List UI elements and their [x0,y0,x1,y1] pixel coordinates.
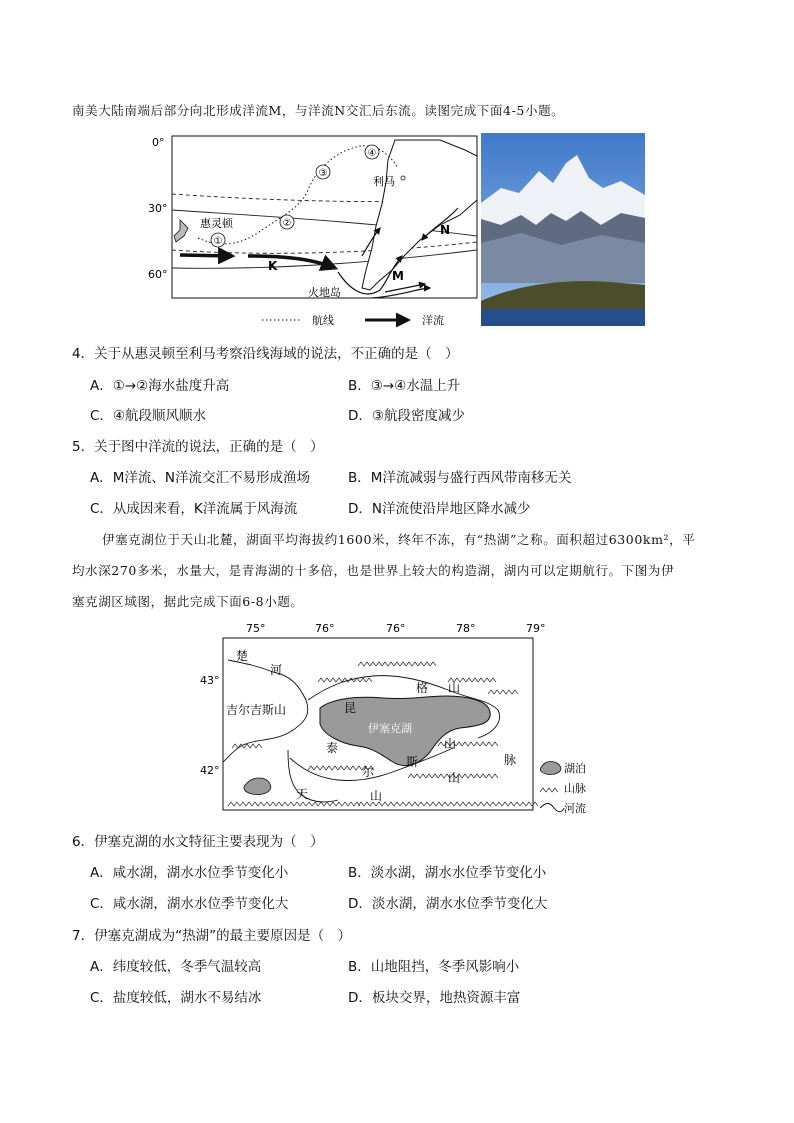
label-lima: 利马 [373,175,395,188]
legend-current-label: 洋流 [422,314,444,327]
ocean-current-map [140,130,485,330]
label-tai: 泰 [326,741,339,755]
lon-label-2: 76° [315,622,335,635]
label-tian: 天 [296,787,309,801]
legend-river-label: 河流 [564,802,586,814]
q6-option-a[interactable]: A．咸水湖，湖水水位季节变化小 [90,865,289,881]
label-chu: 楚 [236,649,249,663]
q7-option-a[interactable]: A．纬度较低，冬季气温较高 [90,959,262,975]
lat-label-0: 0° [152,136,165,149]
legend-river-icon [540,804,564,812]
q6-option-c[interactable]: C．咸水湖，湖水水位季节变化大 [90,896,289,912]
q7-stem: 7．伊塞克湖成为“热湖”的最主要原因是（ ） [72,928,352,944]
label-he: 河 [270,663,283,677]
lat-label-60: 60° [148,268,168,281]
lon-label-1: 75° [246,622,266,635]
label-tierra-del-fuego: 火地岛 [308,286,341,299]
legend-mountain-icon [540,788,558,792]
label-kyrgyz-mountain: 吉尔吉斯山 [226,703,287,717]
label-shan-2: 山 [444,737,457,751]
label-current-N: N [440,223,451,237]
intro-text-1: 南美大陆南端后部分向北形成洋流M，与洋流N交汇后东流。读图完成下面4-5小题。 [72,103,565,118]
legend-mountain-label: 山脉 [564,782,586,795]
q4-option-b[interactable]: B．③→④水温上升 [348,378,461,394]
label-kun: 昆 [344,701,357,715]
route-point-3: ③ [318,168,328,179]
q6-option-d[interactable]: D．淡水湖，湖水水位季节变化大 [348,896,548,912]
q7-option-d[interactable]: D．板块交界，地热资源丰富 [348,990,521,1006]
label-shan-4: 山 [370,789,383,803]
legend-lake-label: 湖泊 [564,762,586,775]
lon-label-5: 79° [526,622,546,635]
lake-label: 伊塞克湖 [368,722,412,735]
lat-label-30: 30° [148,202,168,215]
q5-stem: 5．关于图中洋流的说法，正确的是（ ） [72,439,324,455]
q5-option-d[interactable]: D．N洋流使沿岸地区降水减少 [348,501,531,517]
q4-option-a[interactable]: A．①→②海水盐度升高 [90,378,230,394]
route-point-2: ② [282,218,292,229]
legend-route-label: 航线 [312,314,334,327]
label-shan-3: 山 [448,771,461,785]
lon-label-3: 76° [386,622,406,635]
label-current-M: M [392,269,404,283]
label-ge: 格 [416,681,429,695]
q5-option-a[interactable]: A．M洋流、N洋流交汇不易形成渔场 [90,470,310,486]
label-mai: 脉 [504,753,517,767]
q4-stem: 4．关于从惠灵顿至利马考察沿线海域的说法，不正确的是（ ） [72,346,459,362]
route-point-4: ④ [367,148,377,159]
issyk-kul-map [198,620,598,814]
q5-option-b[interactable]: B．M洋流减弱与盛行西风带南移无关 [348,470,572,486]
mountain-photo [481,133,645,326]
q7-option-c[interactable]: C．盐度较低，湖水不易结冰 [90,990,262,1006]
q4-option-c[interactable]: C．④航段顺风顺水 [90,408,207,424]
q5-option-c[interactable]: C．从成因来看，K洋流属于风海流 [90,501,298,517]
lon-label-4: 78° [456,622,476,635]
lat-label-43: 43° [200,674,220,687]
label-current-K: K [268,259,278,273]
label-si: 斯 [406,755,419,769]
intro-text-2-line2: 均水深270多米，水量大，是青海湖的十多倍，也是世界上较大的构造湖，湖内可以定期航行。下图为伊 [72,563,675,578]
label-er: 尔 [362,765,375,779]
q6-option-b[interactable]: B．淡水湖，湖水水位季节变化小 [348,865,547,881]
lat-label-42: 42° [200,764,220,777]
q6-stem: 6．伊塞克湖的水文特征主要表现为（ ） [72,834,324,850]
legend-lake-icon [540,762,561,775]
q7-option-b[interactable]: B．山地阻挡，冬季风影响小 [348,959,520,975]
label-shan-1: 山 [448,681,461,695]
label-wellington: 惠灵顿 [200,217,233,230]
intro-text-2-line1: 伊塞克湖位于天山北麓，湖面平均海拔约1600米，终年不冻，有“热湖”之称。面积超过6300km²，平 [102,532,696,547]
intro-text-2-line3: 塞克湖区域图，据此完成下面6-8小题。 [72,594,304,609]
q4-option-d[interactable]: D．③航段密度减少 [348,408,465,424]
route-point-1: ① [213,236,223,247]
